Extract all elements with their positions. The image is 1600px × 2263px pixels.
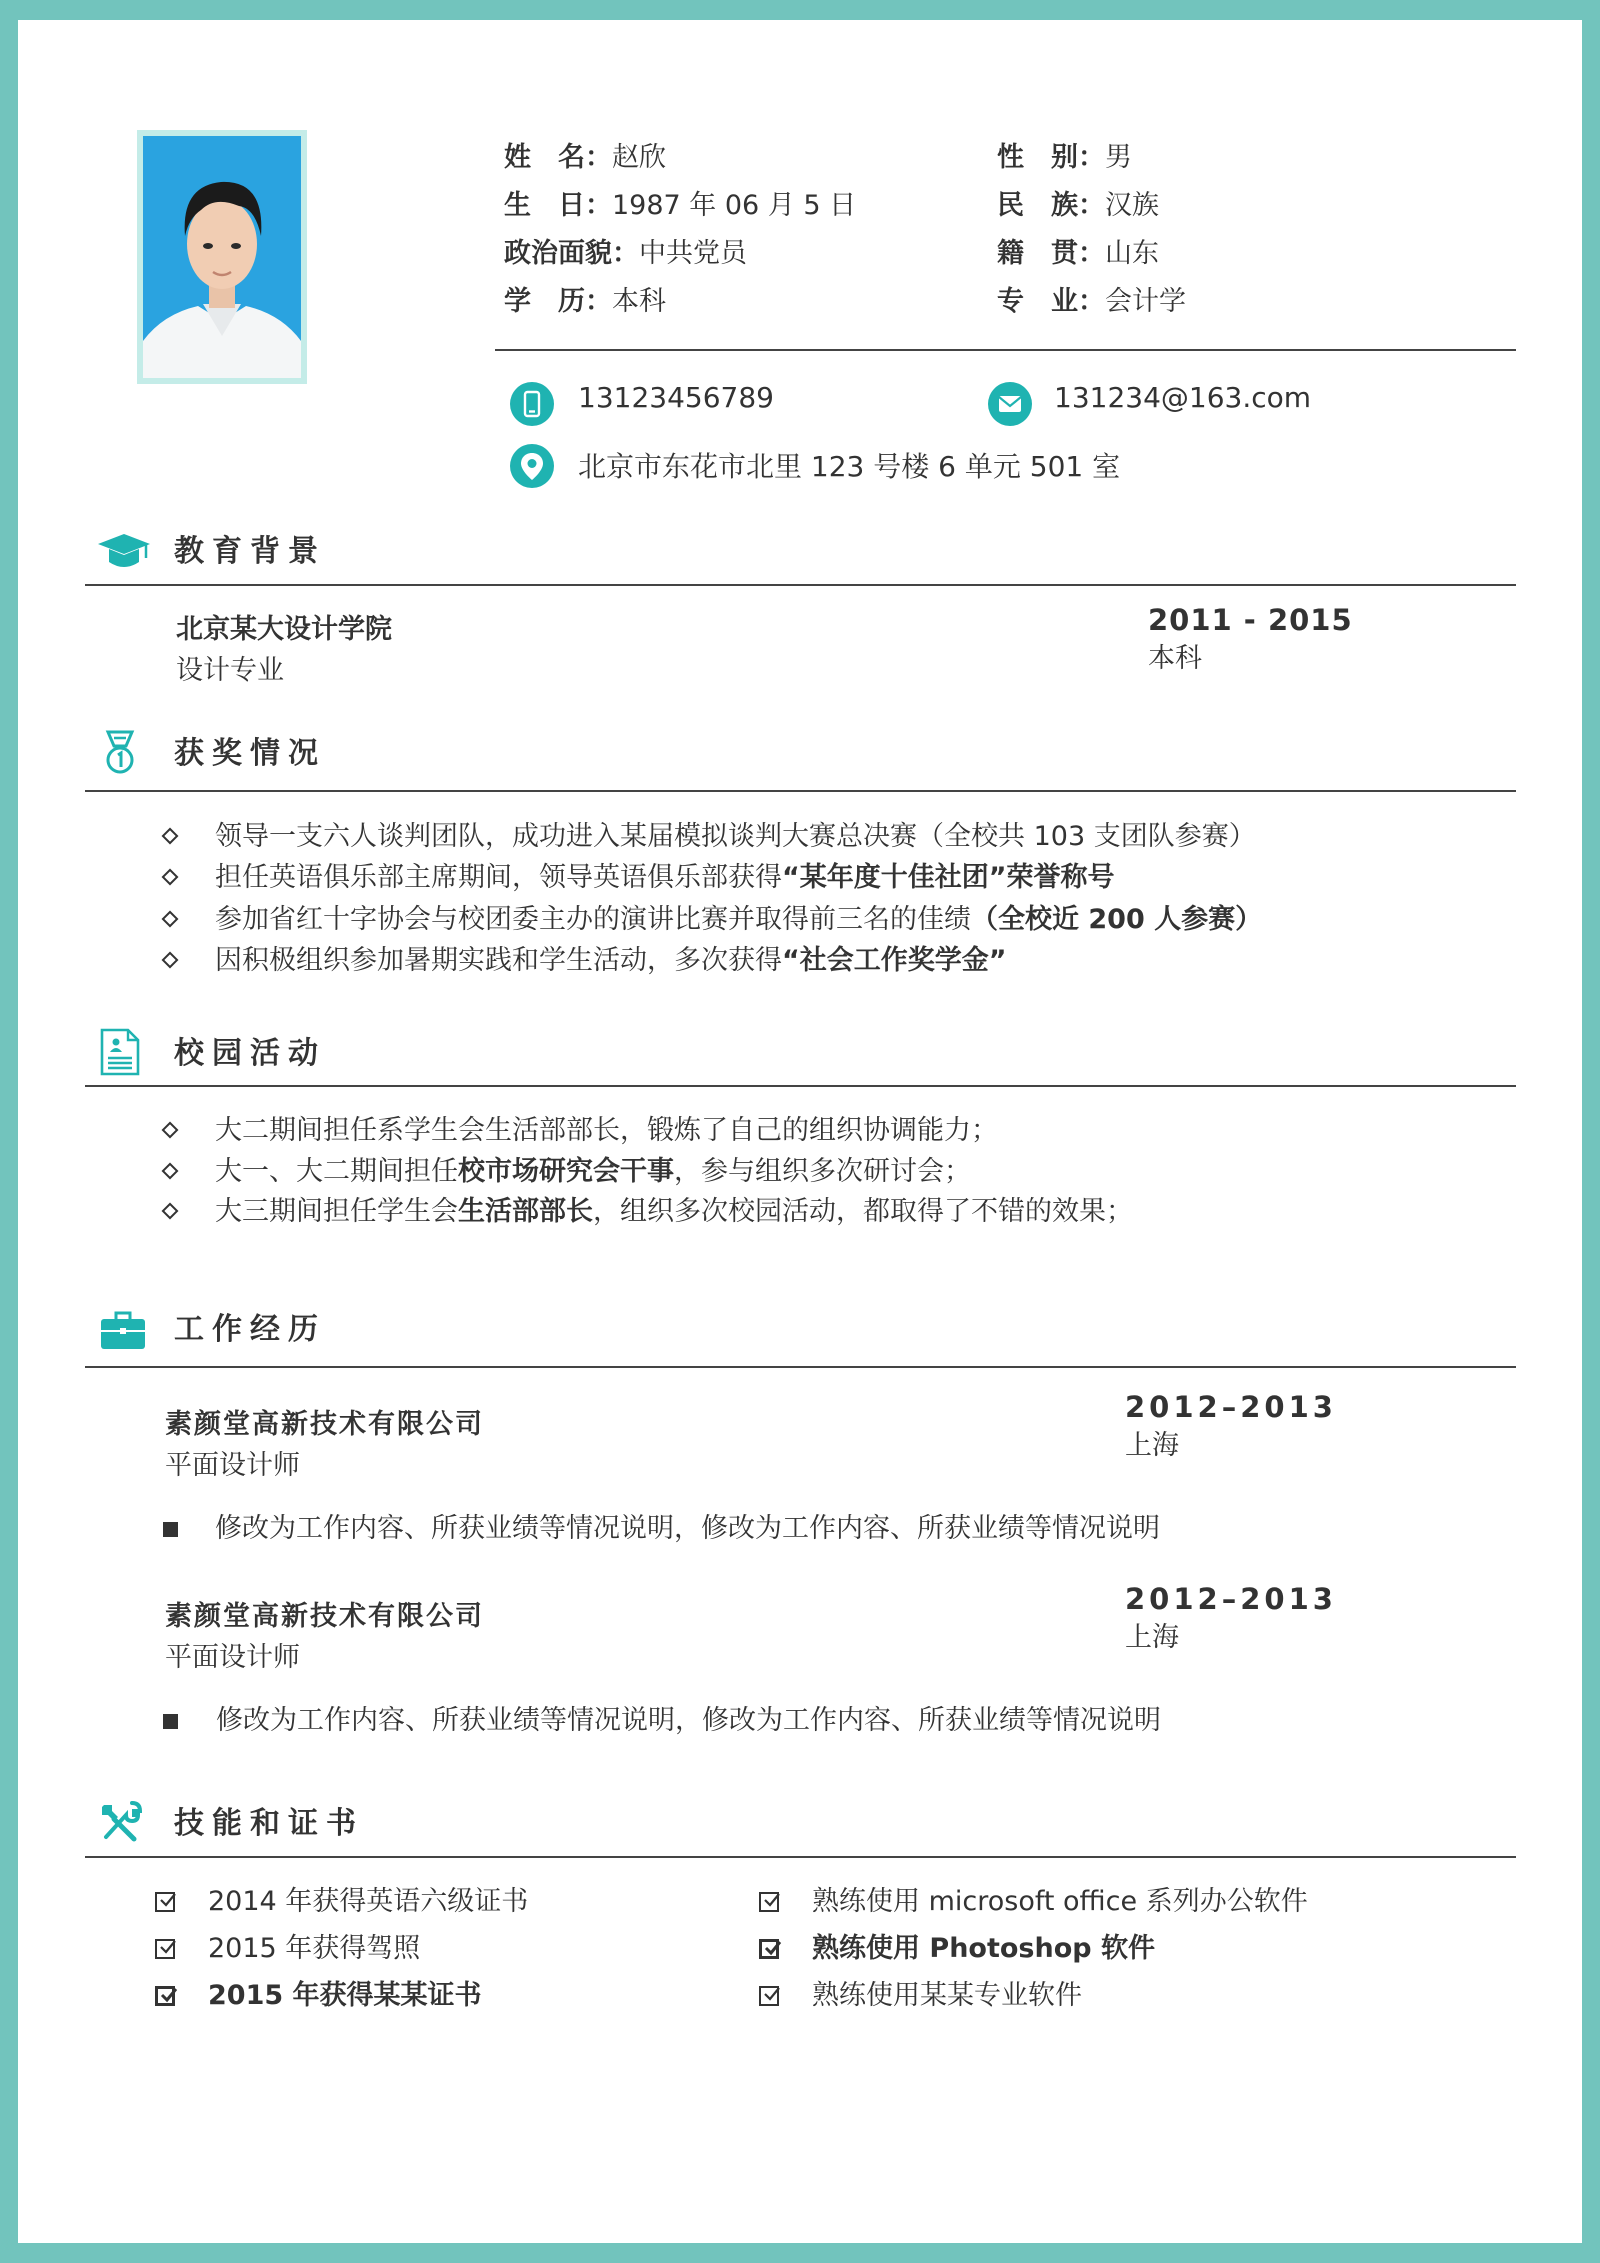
skills-title: 技能和证书 bbox=[174, 1806, 364, 1841]
briefcase-icon bbox=[95, 1307, 151, 1355]
origin-value: 山东 bbox=[1105, 238, 1159, 269]
degree-row bbox=[504, 284, 666, 320]
square-bullet-icon bbox=[163, 1522, 178, 1537]
campus-item-text: 大二期间担任系学生会生活部部长，锻炼了自己的组织协调能力； bbox=[215, 1115, 998, 1146]
campus-item bbox=[215, 1154, 971, 1190]
job-period: 2012–2013 bbox=[1125, 1390, 1337, 1424]
award-item-bold: “某年度十佳社团”荣誉称号 bbox=[782, 862, 1115, 893]
job-company: 素颜堂高新技术有限公司 bbox=[165, 1601, 484, 1632]
campus-item bbox=[215, 1194, 1133, 1230]
campus-item-text-end: ，参与组织多次研讨会； bbox=[674, 1156, 971, 1187]
gender-value: 男 bbox=[1105, 142, 1132, 173]
name-label: 姓 名： bbox=[504, 142, 612, 173]
checkbox-icon bbox=[155, 1986, 175, 2006]
campus-item-text: 大一、大二期间担任 bbox=[215, 1156, 458, 1187]
education-degree: 本科 bbox=[1148, 643, 1202, 674]
skill-item: 2015 年获得某某证书 bbox=[208, 1980, 482, 2011]
skills-divider bbox=[85, 1856, 1516, 1858]
birth-value: 1987 年 06 月 5 日 bbox=[612, 190, 857, 221]
awards-title: 获奖情况 bbox=[174, 736, 326, 771]
origin-row bbox=[997, 236, 1159, 272]
mail-icon bbox=[988, 382, 1032, 426]
work-divider bbox=[85, 1366, 1516, 1368]
award-item-bold: “社会工作奖学金” bbox=[782, 945, 1007, 976]
job-detail: 修改为工作内容、所获业绩等情况说明，修改为工作内容、所获业绩等情况说明 bbox=[215, 1513, 1160, 1544]
ethnicity-label: 民 族： bbox=[997, 190, 1105, 221]
award-item bbox=[215, 819, 1256, 855]
awards-divider bbox=[85, 790, 1516, 792]
job-period: 2012–2013 bbox=[1125, 1582, 1337, 1616]
checkbox-icon bbox=[759, 1939, 779, 1959]
medal-icon bbox=[92, 730, 148, 778]
education-title: 教育背景 bbox=[174, 534, 326, 569]
award-item bbox=[215, 902, 1262, 938]
job-city: 上海 bbox=[1125, 1622, 1179, 1653]
skill-item: 2015 年获得驾照 bbox=[208, 1933, 421, 1964]
award-item bbox=[215, 943, 1007, 979]
gender-label: 性 别： bbox=[997, 142, 1105, 173]
campus-item-bold: 生活部部长 bbox=[458, 1196, 593, 1227]
award-item-bold: （全校近 200 人参赛） bbox=[971, 904, 1263, 935]
document-icon bbox=[92, 1028, 148, 1076]
checkbox-icon bbox=[155, 1892, 175, 1912]
campus-title: 校园活动 bbox=[174, 1036, 326, 1071]
award-item-text: 因积极组织参加暑期实践和学生活动，多次获得 bbox=[215, 945, 782, 976]
political-label: 政治面貌： bbox=[504, 238, 639, 269]
address: 北京市东花市北里 123 号楼 6 单元 501 室 bbox=[578, 450, 1121, 483]
job-city: 上海 bbox=[1125, 1430, 1179, 1461]
checkbox-icon bbox=[759, 1892, 779, 1912]
portrait-illustration bbox=[143, 136, 301, 378]
major-label: 专 业： bbox=[997, 286, 1105, 317]
political-row bbox=[504, 236, 747, 272]
job-detail: 修改为工作内容、所获业绩等情况说明，修改为工作内容、所获业绩等情况说明 bbox=[216, 1705, 1161, 1736]
education-school: 北京某大设计学院 bbox=[176, 614, 392, 645]
skill-item: 熟练使用 Photoshop 软件 bbox=[812, 1933, 1155, 1964]
skill-item: 2014 年获得英语六级证书 bbox=[208, 1886, 529, 1917]
checkbox-icon bbox=[759, 1986, 779, 2006]
email-address: 131234@163.com bbox=[1054, 381, 1312, 414]
phone-number: 13123456789 bbox=[578, 381, 774, 414]
tools-icon bbox=[92, 1799, 148, 1847]
phone-icon bbox=[510, 382, 554, 426]
birth-row bbox=[504, 188, 856, 224]
education-major: 设计专业 bbox=[176, 655, 284, 686]
skill-item: 熟练使用 microsoft office 系列办公软件 bbox=[812, 1886, 1308, 1917]
degree-label: 学 历： bbox=[504, 286, 612, 317]
birth-label: 生 日： bbox=[504, 190, 612, 221]
square-bullet-icon bbox=[163, 1714, 178, 1729]
campus-item-text-end: ，组织多次校园活动，都取得了不错的效果； bbox=[593, 1196, 1133, 1227]
job-company: 素颜堂高新技术有限公司 bbox=[165, 1409, 484, 1440]
gender-row bbox=[997, 140, 1132, 176]
work-title: 工作经历 bbox=[174, 1312, 326, 1347]
info-divider bbox=[495, 349, 1516, 351]
checkbox-icon bbox=[155, 1939, 175, 1959]
name-row bbox=[504, 140, 666, 176]
ethnicity-value: 汉族 bbox=[1105, 190, 1159, 221]
award-item-text: 参加省红十字协会与校团委主办的演讲比赛并取得前三名的佳绩 bbox=[215, 904, 971, 935]
major-value: 会计学 bbox=[1105, 286, 1186, 317]
portrait-photo bbox=[137, 130, 307, 384]
location-pin-icon bbox=[510, 444, 554, 488]
award-item-text: 担任英语俱乐部主席期间，领导英语俱乐部获得 bbox=[215, 862, 782, 893]
degree-value: 本科 bbox=[612, 286, 666, 317]
campus-item-bold: 校市场研究会干事 bbox=[458, 1156, 674, 1187]
skill-item: 熟练使用某某专业软件 bbox=[812, 1980, 1082, 2011]
job-position: 平面设计师 bbox=[165, 1450, 300, 1481]
name-value: 赵欣 bbox=[612, 142, 666, 173]
campus-item-text: 大三期间担任学生会 bbox=[215, 1196, 458, 1227]
graduation-cap-icon bbox=[96, 528, 152, 576]
political-value: 中共党员 bbox=[639, 238, 747, 269]
campus-item bbox=[215, 1113, 998, 1149]
job-position: 平面设计师 bbox=[165, 1642, 300, 1673]
major-row bbox=[997, 284, 1186, 320]
campus-divider bbox=[85, 1085, 1516, 1087]
award-item-text: 领导一支六人谈判团队，成功进入某届模拟谈判大赛总决赛（全校共 103 支团队参赛） bbox=[215, 821, 1256, 852]
award-item bbox=[215, 860, 1115, 896]
origin-label: 籍 贯： bbox=[997, 238, 1105, 269]
education-period: 2011 - 2015 bbox=[1148, 603, 1353, 637]
ethnicity-row bbox=[997, 188, 1159, 224]
education-divider bbox=[85, 584, 1516, 586]
